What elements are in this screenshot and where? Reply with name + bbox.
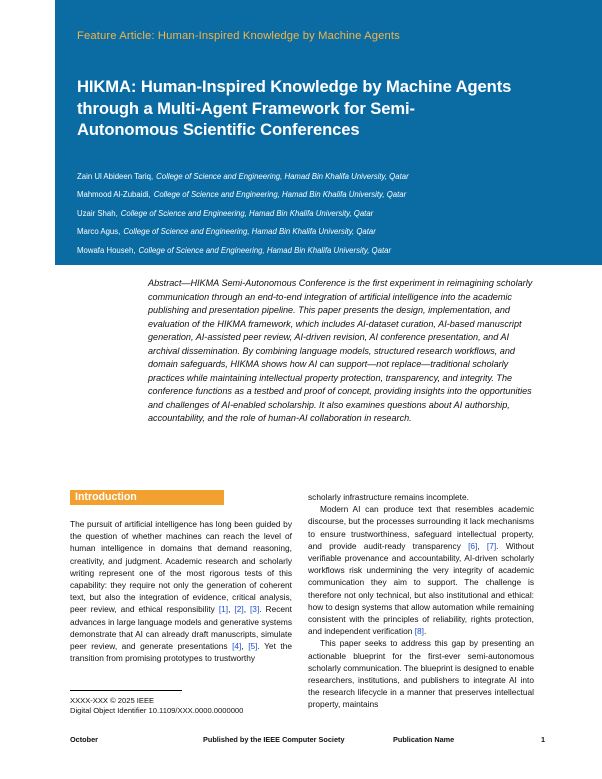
citation-separator: , <box>241 641 249 652</box>
paragraph-text: Modern AI can produce text that resembles academic discourse, but the processes surrounding it lack mechanisms to ensure trustworthiness, safeguard intellectual property, and provide audit-ready transparency <box>308 504 534 551</box>
citation-link-8[interactable]: [8] <box>414 626 424 637</box>
citation-link-4[interactable]: [4] <box>232 641 242 652</box>
author-affiliation: College of Science and Engineering, Hamad Bin Khalifa University, Qatar <box>156 172 409 181</box>
paragraph-continuation: scholarly infrastructure remains incomplete. <box>308 492 469 502</box>
citation-link-3[interactable]: [3] <box>249 604 260 615</box>
citation-link-2[interactable]: [2] <box>234 604 244 615</box>
body-column-right <box>308 491 534 711</box>
footer-publication-name: Publication Name <box>393 735 455 744</box>
copyright-block <box>70 696 243 717</box>
author-name: Uzair Shah, <box>77 208 118 218</box>
paragraph-text: The pursuit of artificial intelligence has long been guided by the question of whether machines can reach the level of human intelligence in domains that demand reasoning, creativity, and judgment. Academic research and scholarly writing represent one of the most rigorous tests of this capability: they require not only the generation of coherent text, but also the integration of evidence, critical analysis, peer review, and ethical responsibility <box>70 519 292 615</box>
section-heading-introduction: Introduction <box>70 490 224 505</box>
page-title: HIKMA: Human-Inspired Knowledge by Machine Agents through a Multi-Agent Framework for Semi-Autonomous Scientific Conferences <box>77 77 512 139</box>
doi-line: Digital Object Identifier 10.1109/XXX.0000.0000000 <box>70 706 244 716</box>
footer-page-number: 1 <box>540 735 545 744</box>
author-row <box>77 246 547 255</box>
author-name: Marco Agus, <box>77 227 121 237</box>
author-affiliation: College of Science and Engineering, Hamad Bin Khalifa University, Qatar <box>138 245 392 255</box>
citation-separator: , <box>243 604 250 615</box>
author-affiliation: College of Science and Engineering, Hamad Bin Khalifa University, Qatar <box>120 208 374 218</box>
paragraph-introduction-3: This paper seeks to address this gap by presenting an actionable blueprint for the first-ever semi-autonomous scholarly communication. The blueprint is designed to enable researchers, institutions, and publishers to integrate AI into the research lifecycle in a manner that preserves intellectual property, maintains <box>308 638 534 710</box>
author-name: Zain Ul Abideen Tariq, <box>77 172 154 181</box>
paragraph-text: . <box>423 626 427 637</box>
masthead-banner <box>55 0 602 265</box>
copyright-line: XXXX-XXX © 2025 IEEE <box>70 696 155 705</box>
author-row <box>77 172 547 181</box>
author-name: Mahmood Al-Zubaidi, <box>77 190 151 200</box>
paragraph-text: . Yet the transition from promising prototypes to trustworthy <box>70 641 292 664</box>
citation-link-6[interactable]: [6] <box>468 540 478 551</box>
citation-separator: , <box>228 604 235 615</box>
paragraph-introduction-1 <box>70 518 292 664</box>
author-row <box>77 227 547 236</box>
author-row <box>77 190 547 199</box>
copyright-divider <box>70 690 182 691</box>
author-list <box>77 172 547 264</box>
citation-separator: , <box>477 540 487 551</box>
page-footer <box>0 735 602 749</box>
footer-month: October <box>70 735 98 744</box>
citation-link-1[interactable]: [1] <box>218 604 229 615</box>
citation-link-5[interactable]: [5] <box>248 641 258 652</box>
paragraph-text: . Recent advances in large language models and generative systems demonstrate that AI can already draft manuscripts, simulate peer review, and generate presentations <box>70 604 292 652</box>
author-row <box>77 209 547 218</box>
abstract-text: Abstract—HIKMA Semi-Autonomous Conference is the first experiment in reimagining scholarly communication through an end-to-end integration of artificial intelligence into the academic publishing and presentation pipeline. This paper presents the design, implementation, and evaluation of the HIKMA framework, which includes AI-dataset curation, AI-based manuscript generation, AI-assisted peer review, AI-driven revision, AI conference presentation, and AI archival dissemination. By combining language models, structured research workflows, and domain safeguards, HIKMA shows how AI can support—not replace—traditional scholarly practices while maintaining intellectual property protection, transparency, and integrity. The conference functions as a testbed and proof of concept, providing insights into the opportunities and challenges of AI-enabled scholarship. It also examines questions about AI authorship, accountability, and the role of human-AI collaboration in research. <box>148 278 533 424</box>
footer-publisher: Published by the IEEE Computer Society <box>203 735 345 744</box>
author-affiliation: College of Science and Engineering, Hamad Bin Khalifa University, Qatar <box>153 190 407 200</box>
feature-article-line: Feature Article: Human-Inspired Knowledge by Machine Agents <box>77 30 400 42</box>
paragraph-text: . Without verifiable provenance and accountability, AI-driven scholarly workflows risk undermining the very integrity of academic communication they aim to support. The challenge is therefore not only technical, but also institutional and ethical: how to design systems that allow automation while remaining consistent with the principles of reliability, rights protection, and independent verification <box>308 540 534 637</box>
author-affiliation: College of Science and Engineering, Hamad Bin Khalifa University, Qatar <box>123 227 376 237</box>
body-column-left <box>70 518 292 664</box>
paragraph-introduction-2 <box>308 503 534 637</box>
citation-link-7[interactable]: [7] <box>486 540 497 551</box>
author-name: Mowafa Househ, <box>77 245 136 255</box>
